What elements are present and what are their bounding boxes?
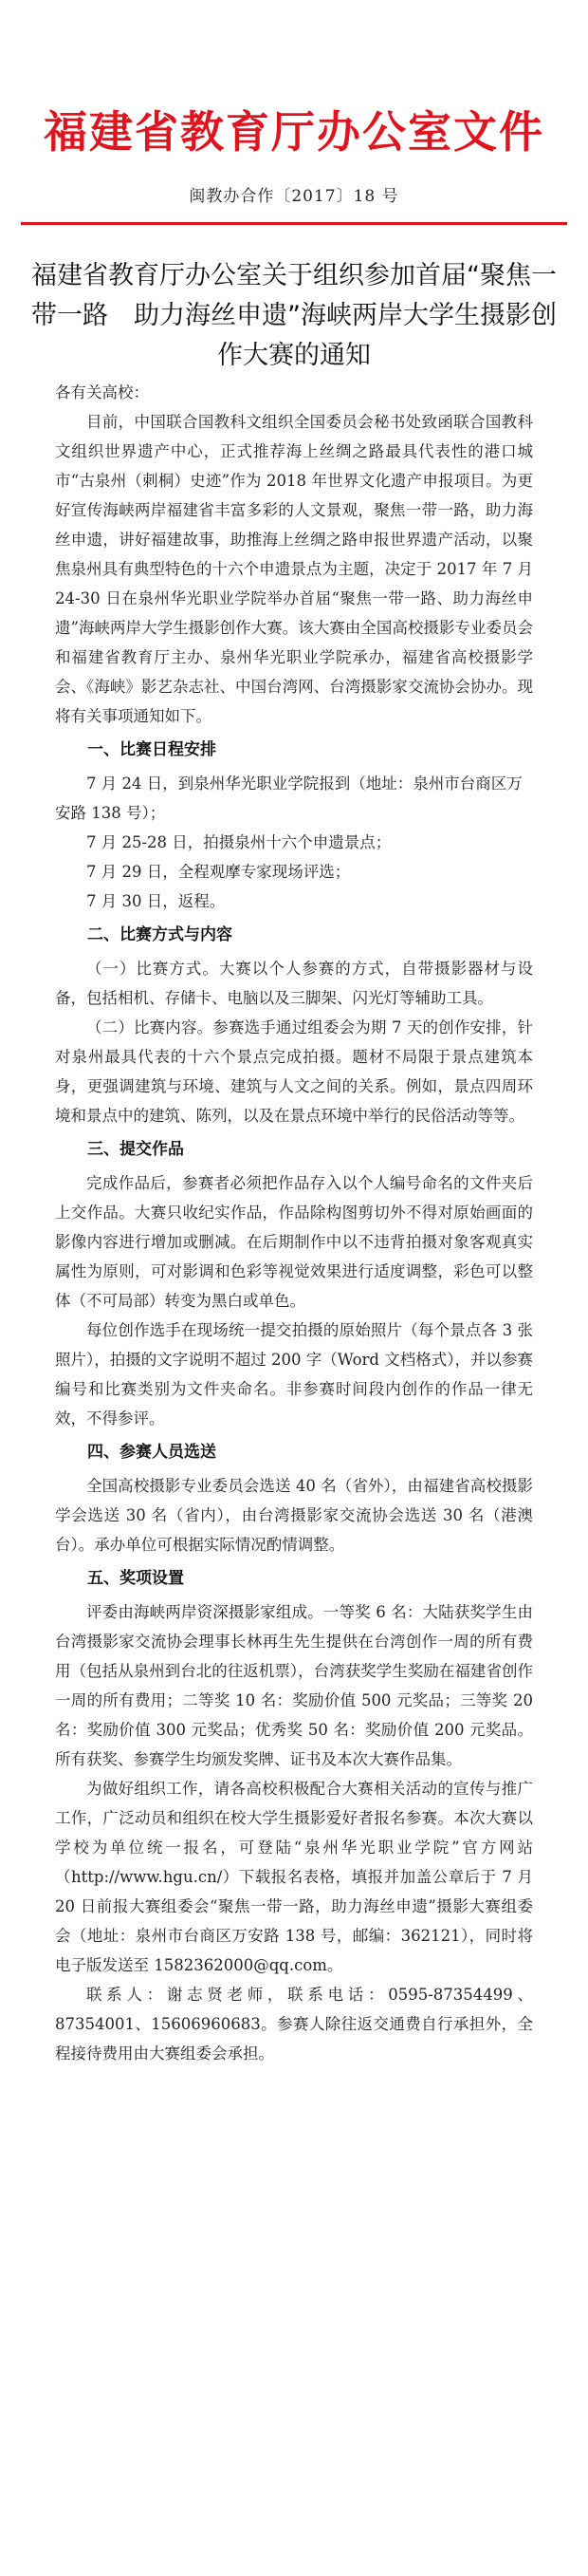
notice-title: 福建省教育厅办公室关于组织参加首届“聚焦一带一路 助力海丝申遗”海峡两岸大学生摄影创作大赛的通知: [31, 261, 557, 370]
letterhead-title: 福建省教育厅办公室文件: [44, 106, 544, 158]
notice-body: [55, 378, 533, 2068]
section-heading-schedule: 一、比赛日程安排: [87, 740, 216, 759]
schedule-item: 7 月 24 日，到泉州华光职业学院报到（地址：泉州市台商区万安路 138 号）；: [55, 775, 523, 822]
awards-paragraph: 为做好组织工作，请各高校积极配合大赛相关活动的宣传与推广工作，广泛动员和组织在校大学生摄影爱好者报名参赛。本次大赛以学校为单位统一报名，可登陆“泉州华光职业学院”官方网站（http://www.hgu.cn/）下载报名表格，填报并加盖公章后于 7 月 20 日前报大赛组委会“聚焦一带一路，助力海丝申遗”摄影大赛组委会（地址：泉州市台商区万安路 138 号，邮编：362121），同时将电子版发送至 1582362000@qq.com。: [55, 1780, 533, 1974]
contact-paragraph: 联系人：谢志贤老师，联系电话：0595-87354499、87354001、15606960683。参赛人除往返交通费自行承担外，全程接待费用由大赛组委会承担。: [55, 1986, 533, 2063]
section-heading-submission: 三、提交作品: [87, 1140, 184, 1159]
section-heading-format: 二、比赛方式与内容: [87, 925, 232, 944]
awards-paragraph: 评委由海峡两岸资深摄影家组成。一等奖 6 名：大陆获奖学生由台湾摄影家交流协会理事长林再生先生提供在台湾创作一周的所有费用（包括从泉州到台北的往返机票），台湾获奖学生奖励在福建省创作一周的所有费用；二等奖 10 名：奖励价值 500 元奖品；三等奖 20 名：奖励价值 300 元奖品；优秀奖 50 名：奖励价值 200 元奖品。所有获奖、参赛学生均颁发奖牌、证书及本次大赛作品集。: [55, 1603, 533, 1768]
intro-paragraph: 目前，中国联合国教科文组织全国委员会秘书处致函联合国教科文组织世界遗产中心，正式推荐海上丝绸之路最具代表性的港口城市“古泉州（刺桐）史迹”作为 2018 年世界文化遗产申报项目。为更好宣传海峡两岸福建省丰富多彩的人文景观，聚焦一带一路，助力海丝申遗，讲好福建故事，助推海上丝绸之路申报世界遗产活动，以聚焦泉州具有典型特色的十六个申遗景点为主题，决定于 2017 年 7 月 24-30 日在泉州华光职业学院举办首届“聚焦一带一路、助力海丝申遗”海峡两岸大学生摄影创作大赛。该大赛由全国高校摄影专业委员会和福建省教育厅主办、泉州华光职业学院承办，福建省高校摄影学会、《海峡》影艺杂志社、中国台湾网、台湾摄影家交流协会协办。现将有关事项通知如下。: [55, 413, 533, 725]
schedule-item: 7 月 25-28 日，拍摄泉州十六个申遗景点；: [86, 833, 392, 851]
submission-paragraph: 完成作品后，参赛者必须把作品存入以个人编号命名的文件夹后上交作品。大赛只收纪实作品，作品除构图剪切外不得对原始画面的影像内容进行增加或删减。在后期制作中以不违背拍摄对象客观真实属性为原则，可对影调和色彩等视觉效果进行适度调整，彩色可以整体（不可局部）转变为黑白或单色。: [55, 1174, 533, 1310]
format-paragraph: （二）比赛内容。参赛选手通过组委会为期 7 天的创作安排，针对泉州最具代表的十六个景点完成拍摄。题材不局限于景点建筑本身，更强调建筑与环境、建筑与人文之间的关系。例如，景点四周环境和景点中的建筑、陈列，以及在景点环境中举行的民俗活动等等。: [55, 1018, 533, 1125]
section-heading-participants: 四、参赛人员选送: [87, 1443, 216, 1462]
format-paragraph: （一）比赛方式。大赛以个人参赛的方式，自带摄影器材与设备，包括相机、存储卡、电脑以及三脚架、闪光灯等辅助工具。: [55, 960, 533, 1007]
document-number: 闽教办合作〔2017〕18 号: [189, 187, 399, 206]
section-heading-awards: 五、奖项设置: [87, 1569, 184, 1588]
submission-paragraph: 每位创作选手在现场统一提交拍摄的原始照片（每个景点各 3 张照片），拍摄的文字说明不超过 200 字（Word 文档格式），并以参赛编号和比赛类别为文件夹命名。非参赛时间段内创作的作品一律无效，不得参评。: [55, 1321, 533, 1428]
letterhead-divider: [21, 222, 567, 225]
participants-paragraph: 全国高校摄影专业委员会选送 40 名（省外），由福建省高校摄影学会选送 30 名（省内），由台湾摄影家交流协会选送 30 名（港澳台）。承办单位可根据实际情况酌情调整。: [55, 1477, 533, 1554]
salutation: 各有关高校：: [55, 383, 149, 401]
schedule-item: 7 月 30 日，返程。: [86, 892, 226, 910]
schedule-item: 7 月 29 日，全程观摩专家现场评选；: [86, 863, 351, 881]
